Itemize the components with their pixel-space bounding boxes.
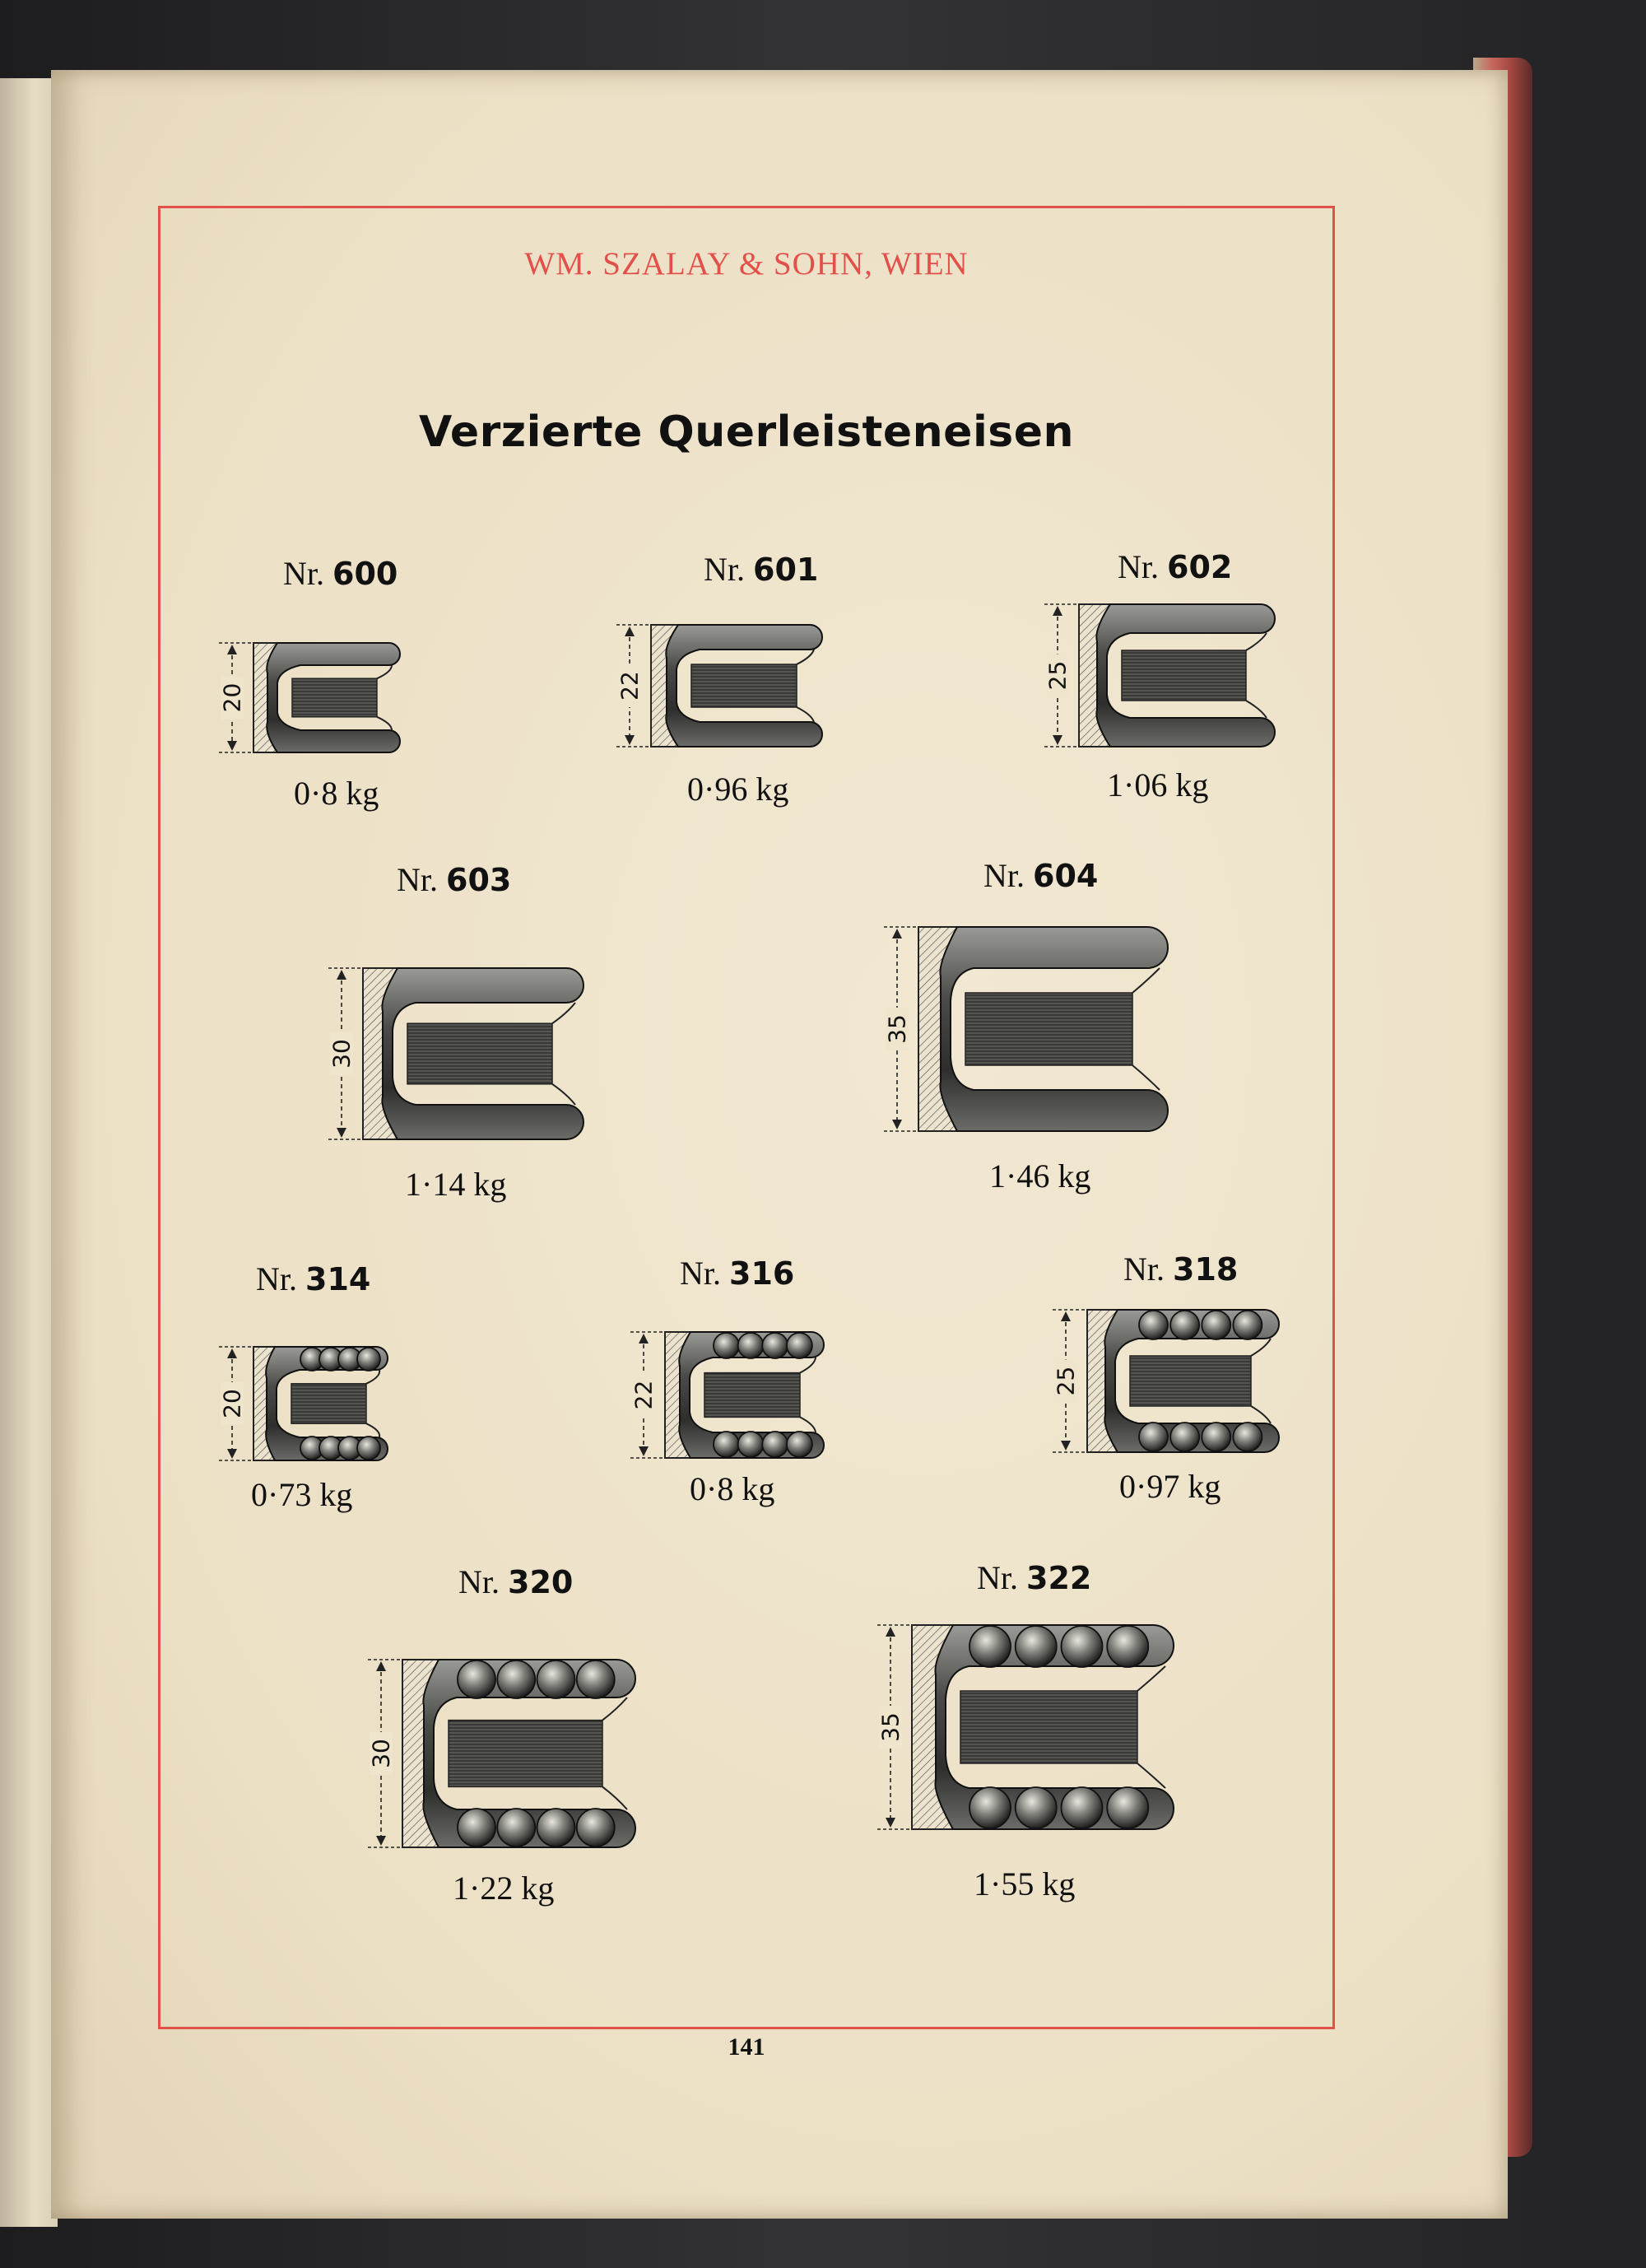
item-weight: 1·06 kg [1107, 766, 1209, 803]
item-label: Nr. 601 [704, 551, 819, 588]
item-label: Nr. 314 [256, 1260, 371, 1297]
svg-text:22: 22 [616, 671, 644, 701]
svg-text:22: 22 [630, 1380, 658, 1410]
page-number: 141 [728, 2033, 765, 2061]
item-weight: 1·55 kg [974, 1865, 1076, 1902]
item-label: Nr. 318 [1123, 1250, 1239, 1288]
item-label: Nr. 600 [283, 555, 398, 592]
profile-drawing [325, 963, 588, 1144]
item-weight: 0·73 kg [251, 1476, 353, 1513]
previous-page-edge [0, 78, 58, 2227]
item-weight: 1·46 kg [989, 1157, 1091, 1195]
svg-text:35: 35 [876, 1712, 904, 1742]
svg-text:30: 30 [367, 1739, 395, 1768]
item-label: Nr. 320 [458, 1563, 574, 1600]
item-label: Nr. 602 [1118, 548, 1233, 585]
item-weight: 0·8 kg [294, 775, 379, 812]
page-header: WM. SZALAY & SOHN, WIEN [524, 246, 969, 282]
profile-drawing [365, 1655, 640, 1852]
svg-text:25: 25 [1052, 1366, 1080, 1396]
svg-text:25: 25 [1044, 660, 1072, 691]
svg-text:20: 20 [218, 1389, 246, 1418]
item-label: Nr. 316 [680, 1255, 795, 1292]
item-weight: 1·14 kg [405, 1166, 507, 1203]
item-weight: 0·8 kg [690, 1470, 775, 1507]
svg-text:20: 20 [218, 682, 246, 713]
item-label: Nr. 603 [397, 861, 512, 898]
profile-drawing [881, 922, 1173, 1136]
item-weight: 0·97 kg [1119, 1468, 1221, 1505]
item-weight: 1·22 kg [453, 1870, 555, 1907]
profile-drawing [627, 1327, 829, 1463]
item-label: Nr. 322 [977, 1559, 1092, 1596]
profile-drawing [1049, 1305, 1284, 1457]
profile-drawing [1041, 599, 1280, 752]
svg-text:30: 30 [328, 1039, 356, 1069]
profile-drawing [216, 1342, 393, 1465]
profile-drawing [613, 620, 827, 752]
item-weight: 0·96 kg [687, 771, 789, 808]
page-title: Verzierte Querleisteneisen [418, 407, 1075, 457]
svg-text:35: 35 [883, 1014, 911, 1044]
profile-drawing [216, 638, 405, 757]
profile-drawing [874, 1620, 1179, 1834]
item-label: Nr. 604 [983, 857, 1099, 894]
